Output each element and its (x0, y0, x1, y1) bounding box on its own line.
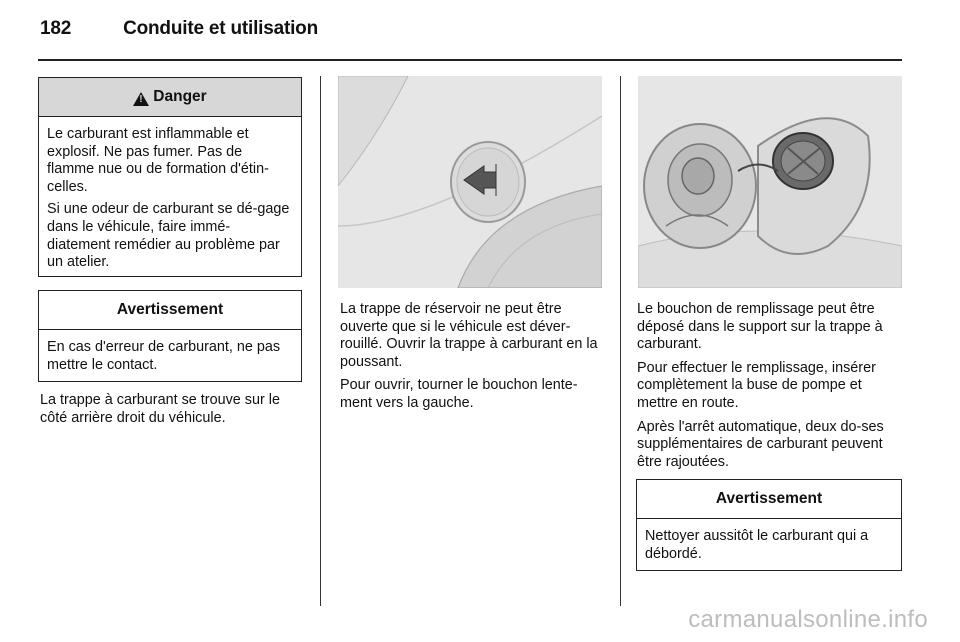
column-divider (620, 76, 621, 606)
fuel-cap-open-illustration (638, 76, 902, 288)
warning-triangle-icon (133, 92, 149, 106)
body-paragraph: Après l'arrêt automatique, deux do-ses supplémentaires de carburant peuvent être rajoutées. (637, 418, 884, 470)
column-2-text (340, 301, 606, 419)
column-divider (320, 76, 321, 606)
body-paragraph: Le bouchon de remplissage peut être déposé dans le support sur la trappe à carburant. (637, 301, 883, 353)
danger-paragraph: Si une odeur de carburant se dé-gage dans le véhicule, faire immé-diatement remédier au problème par un atelier. (47, 201, 290, 271)
warning-box (38, 290, 302, 382)
warning-box-header (637, 480, 901, 519)
danger-paragraph: Le carburant est inflammable et explosif. Ne pas fumer. Pas de flamme nue ou de formation d'étin-celles. (47, 126, 269, 195)
fuel-flap-closed-illustration (338, 76, 602, 288)
warning-title: Avertissement (116, 301, 224, 318)
column-3-text (637, 301, 905, 477)
danger-box (38, 77, 302, 277)
warning-box (636, 479, 902, 571)
column-1-text (40, 392, 304, 433)
body-paragraph: La trappe de réservoir ne peut être ouverte que si le véhicule est déver-rouillé. Ouvrir la trappe à carburant en la poussant. (340, 301, 598, 370)
watermark: carmanualsonline.info (688, 606, 928, 633)
warning-text: Nettoyer aussitôt le carburant qui a débordé. (645, 528, 869, 562)
page-number: 182 (40, 18, 72, 39)
warning-box-header (39, 291, 301, 330)
body-paragraph: Pour effectuer le remplissage, insérer complètement la buse de pompe et mettre en route. (637, 359, 876, 411)
danger-box-header (39, 78, 301, 117)
warning-text: En cas d'erreur de carburant, ne pas mettre le contact. (47, 339, 281, 373)
header-rule (38, 59, 902, 61)
body-paragraph: Pour ouvrir, tourner le bouchon lente-ment vers la gauche. (340, 377, 578, 411)
warning-title: Avertissement (715, 490, 823, 507)
page-title: Conduite et utilisation (123, 18, 318, 39)
danger-title: Danger (153, 88, 207, 105)
page-header (40, 18, 318, 40)
body-paragraph: La trappe à carburant se trouve sur le côté arrière droit du véhicule. (40, 392, 280, 426)
